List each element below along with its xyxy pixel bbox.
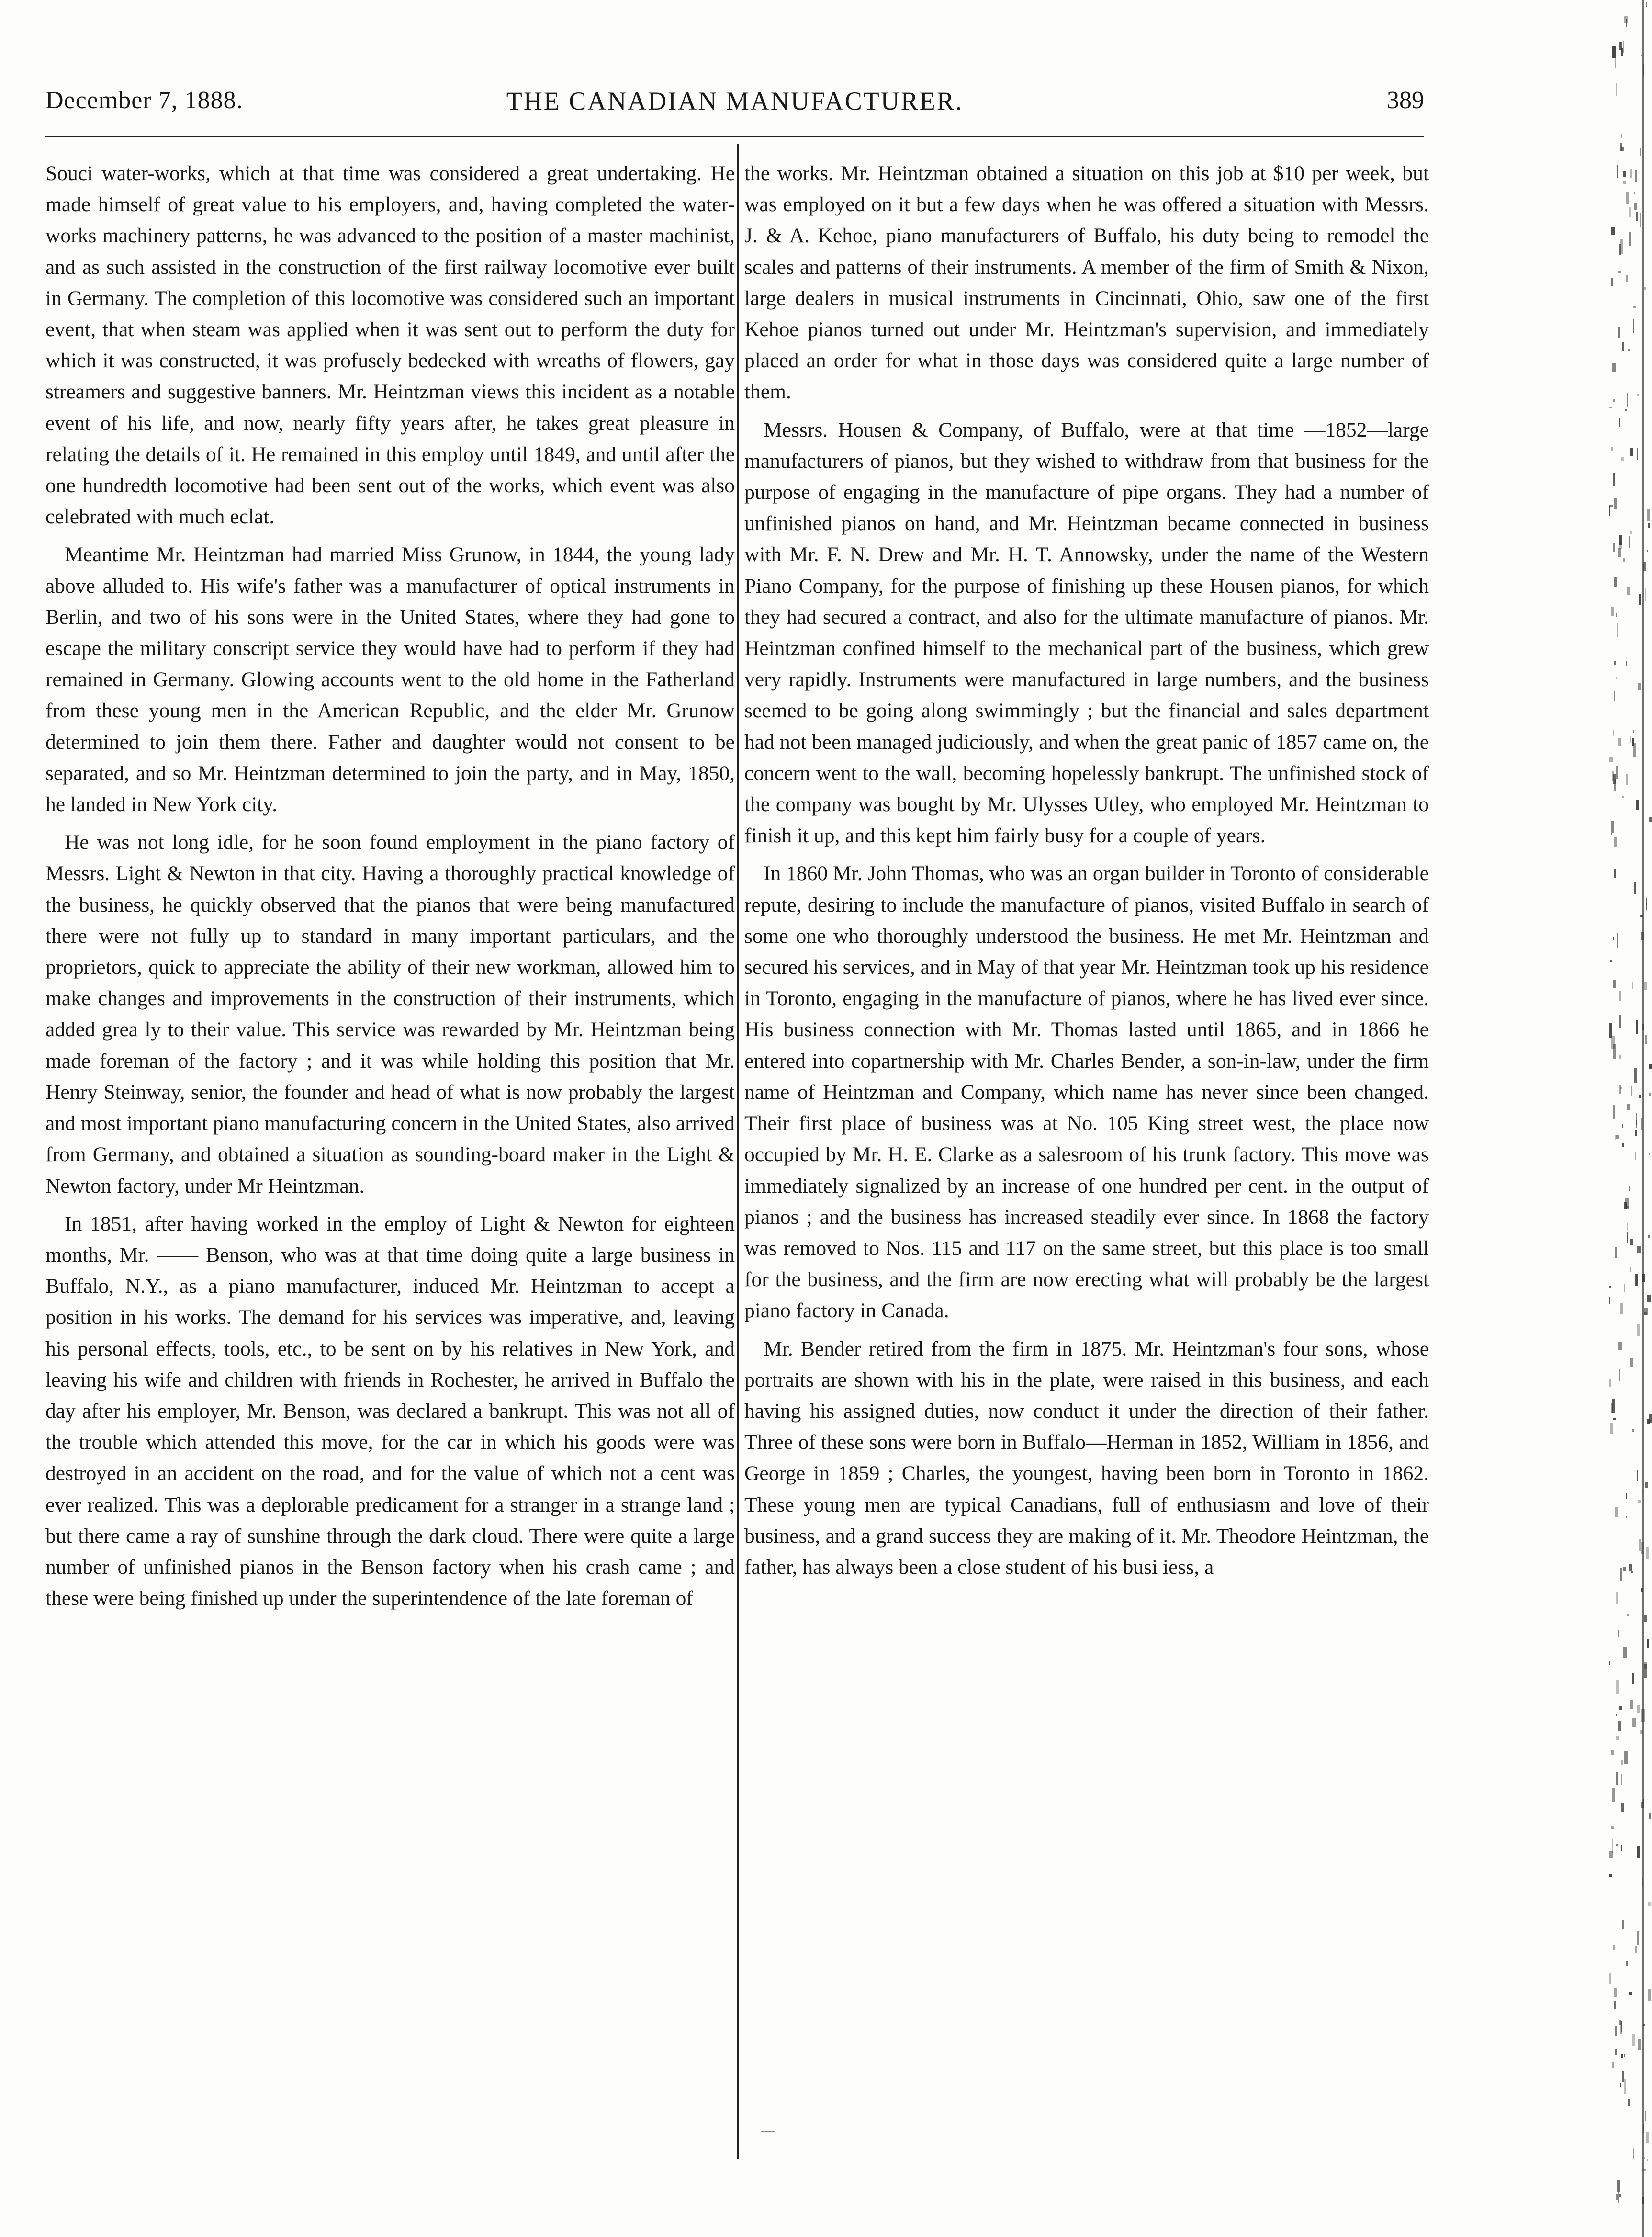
paragraph: Messrs. Housen & Company, of Buffalo, were at that time —1852—large manufacturers of pianos, but they wished to withdraw from that business for the purpose of engaging in the manufacture of pipe organs. They had a number of unfinished pianos on hand, and Mr. Heintzman became connected in business with Mr. F. N. Drew and Mr. H. T. Annowsky, under the name of the Western Piano Company, for the purpose of finishing up these Housen pianos, for which they had secured a contract, and also for the ultimate manufacture of pianos. Mr. Heintzman confined himself to the mechanical part of the business, which grew very rapidly. Instruments were manufactured in large numbers, and the business seemed to be going along swimmingly ; but the financial and sales department had not been managed judiciously, and when the great panic of 1857 came on, the concern went to the wall, becoming hopelessly bankrupt. The unfinished stock of the company was bought by Mr. Ulysses Utley, who employed Mr. Heintzman to finish it up, and this kept him fairly busy for a couple of years.: [744, 418, 1429, 847]
scan-speck: [1645, 1035, 1647, 1044]
scan-speck: [1622, 342, 1624, 351]
scan-speck: [1616, 766, 1618, 779]
scan-speck: [1644, 287, 1646, 290]
scan-speck: [1626, 1961, 1628, 1966]
scan-speck: [1614, 498, 1617, 509]
scan-speck: [1611, 447, 1613, 451]
scan-speck: [1610, 1423, 1613, 1434]
page-header: [45, 86, 1424, 120]
scan-speck: [1644, 1662, 1647, 1669]
scan-speck: [1626, 661, 1627, 666]
scan-speck: [1632, 1429, 1634, 1432]
scan-speck: [1620, 2083, 1621, 2087]
scan-speck: [1619, 244, 1621, 255]
scan-speck: [1630, 736, 1631, 743]
scan-speck: [1635, 170, 1637, 182]
paragraph: Mr. Bender retired from the firm in 1875. Mr. Heintzman's four sons, whose portraits are shown with his in the plate, were raised in this business, and each having his assigned duties, now conduct it under the direction of their father. Three of these sons were born in Buffalo—Herman in 1852, William in 1856, and George in 1859 ; Charles, the youngest, having been born in Toronto in 1862. These young men are typical Canadians, full of enthusiasm and love of their business, and a grand success they are making of it. Mr. Theodore Heintzman, the father, has always been a close student of his busi iess, a: [744, 1337, 1429, 1579]
scan-speck: [1627, 1104, 1630, 1110]
scan-speck: [1623, 1647, 1627, 1658]
paragraph: Souci water-works, which at that time was considered a great undertaking. He made himself of great value to his employers, and, having completed the water-works machinery patterns, he was advanced to the position of a master machinist, and as such assisted in the construction of the first railway locomotive ever built in Germany. The completion of this locomotive was considered such an important event, that when steam was applied when it was sent out to perform the duty for which it was constructed, it was profusely bedecked with wreaths of flowers, gay streamers and suggestive banners. Mr. Heintzman views this incident as a notable event of his life, and now, nearly fifty years after, he takes great pleasure in relating the details of it. He remained in this employ until 1849, and until after the one hundredth locomotive had been sent out of the works, which event was also celebrated with much eclat.: [45, 162, 735, 529]
scan-speck: [1613, 399, 1615, 402]
scan-speck: [1611, 833, 1612, 835]
scan-speck: [1611, 821, 1614, 833]
scan-speck: [1637, 1705, 1640, 1713]
scan-speck: [1634, 203, 1637, 210]
scan-speck: [1637, 1470, 1638, 1481]
scan-speck: [1616, 1680, 1619, 1694]
scan-speck: [1648, 523, 1650, 528]
scan-speck: [1613, 1418, 1616, 1420]
scan-speck: [1644, 1308, 1648, 1315]
issue-date: December 7, 1888.: [45, 87, 243, 114]
scan-speck: [1641, 55, 1642, 56]
scan-speck: [1619, 535, 1622, 545]
scan-speck: [1610, 960, 1612, 962]
scan-speck: [1623, 558, 1625, 562]
scan-speck: [1635, 1274, 1638, 1286]
scan-speck: [1626, 192, 1629, 204]
scan-speck: [1621, 134, 1622, 138]
scan-speck: [1609, 1286, 1611, 1288]
scan-speck: [1632, 982, 1633, 989]
scan-speck: [1645, 2111, 1646, 2121]
scan-speck: [1648, 1989, 1651, 2001]
scan-speck: [1624, 16, 1628, 23]
scan-speck: [1638, 683, 1641, 690]
scan-speck: [1646, 2, 1647, 7]
footer-mark: [761, 2131, 775, 2132]
scan-speck: [1640, 213, 1641, 227]
scan-speck: [1627, 1614, 1629, 1616]
scan-speck: [1636, 212, 1638, 221]
scan-speck: [1618, 2192, 1619, 2203]
scan-speck: [1623, 1567, 1626, 1571]
scan-speck: [1630, 1358, 1633, 1367]
scan-speck: [1618, 271, 1621, 273]
scan-speck: [1619, 1706, 1622, 1710]
scan-speck: [1644, 1615, 1647, 1622]
scan-speck: [1613, 473, 1615, 486]
scan-speck: [1609, 407, 1612, 408]
scan-speck: [1611, 1036, 1615, 1049]
scan-speck: [1648, 1902, 1651, 1906]
paragraph: In 1860 Mr. John Thomas, who was an organ builder in Toronto of considerable repute, desiring to include the manufacture of pianos, visited Buffalo in search of some one who thoroughly understood the business. He met Mr. Heintzman and secured his services, and in May of that year Mr. Heintzman took up his residence in Toronto, engaging in the manufacture of pianos, where he has lived ever since. His business connection with Mr. Thomas lasted until 1865, and in 1866 he entered into copartnership with Mr. Charles Bender, a son-in-law, under the firm name of Heintzman and Company, which name has never since been changed. Their first place of business was at No. 105 King street west, the place now occupied by Mr. H. E. Clarke as a salesroom of his trunk factory. This move was immediately signalized by an increase of one hundred per cent. in the output of pianos ; and the business has increased steadily ever since. In 1868 the factory was removed to Nos. 115 and 117 on the same street, but this place is too small for the business, and the firm are now erecting what will probably be the largest piano factory in Canada.: [744, 862, 1429, 1322]
scan-speck: [1609, 1851, 1613, 1858]
scan-speck: [1616, 1772, 1618, 1785]
scan-speck: [1621, 1774, 1622, 1785]
scan-speck: [1636, 800, 1639, 810]
scan-speck: [1621, 2054, 1623, 2058]
scan-speck: [1618, 1630, 1619, 1637]
left-column: [45, 158, 735, 1614]
scan-speck: [1619, 1055, 1621, 1059]
scan-speck: [1613, 730, 1614, 736]
scan-speck: [1647, 509, 1650, 521]
scan-speck: [1619, 991, 1621, 1001]
scan-speck: [1615, 1135, 1616, 1140]
paragraph: In 1851, after having worked in the employ of Light & Newton for eighteen months, Mr. —— Benson, who was at that time doing quite a large business in Buffalo, N.Y., as a piano manufacturer, induced Mr. Heintzman to accept a position in his works. The demand for his services was imperative, and, leaving his personal effects, tools, etc., to be sent on by his relatives in New York, and leaving his wife and children with friends in Rochester, he arrived in Buffalo the day after his employer, Mr. Benson, was declared a bankrupt. This was not all of the trouble which attended this move, for the car in which his goods were was destroyed in an accident on the road, and for the value of which not a cent was ever realized. This was a deplorable predicament for a stranger in a strange land ; but there came a ray of sunshine through the dark cloud. There were quite a large number of unfinished pianos in the Benson factory when his crash came ; and these were being finished up under the superintendence of the late foreman of: [45, 1212, 735, 1610]
scan-speck: [1616, 613, 1617, 617]
page-number: 389: [1387, 87, 1424, 114]
scan-speck: [1617, 623, 1618, 637]
scan-speck: [1616, 1736, 1619, 1740]
scan-speck: [1619, 2020, 1621, 2025]
scan-speck: [1630, 169, 1632, 178]
scan-speck: [1611, 227, 1615, 235]
scan-speck: [1618, 1721, 1621, 1731]
scan-speck: [1633, 319, 1634, 333]
scan-speck: [1647, 1639, 1649, 1648]
scan-speck: [1609, 1874, 1612, 1877]
scan-speck: [1626, 774, 1628, 785]
scan-edge-noise: [1595, 0, 1652, 2237]
scan-speck: [1621, 1760, 1623, 1765]
scan-speck: [1637, 1846, 1640, 1858]
scan-speck: [1624, 1284, 1625, 1292]
scan-speck: [1633, 306, 1636, 308]
scan-speck: [1618, 327, 1620, 338]
scan-speck: [1629, 1186, 1630, 1191]
scan-speck: [1609, 506, 1610, 516]
scan-speck: [1619, 42, 1622, 50]
scan-speck: [1628, 2099, 1630, 2106]
scan-speck: [1617, 165, 1618, 178]
scan-speck: [1616, 1844, 1618, 1846]
scan-speck: [1626, 1516, 1627, 1518]
scan-speck: [1627, 393, 1628, 407]
scan-speck: [1646, 898, 1647, 910]
scan-speck: [1619, 1085, 1621, 1094]
scan-speck: [1649, 1064, 1652, 1069]
scan-speck: [1628, 349, 1630, 351]
scan-speck: [1618, 738, 1621, 746]
scan-speck: [1616, 1714, 1617, 1716]
scan-speck: [1639, 594, 1641, 605]
scan-speck: [1614, 779, 1616, 791]
scan-speck: [1623, 171, 1626, 177]
scan-speck: [1632, 738, 1634, 746]
scan-speck: [1615, 2026, 1617, 2036]
scan-speck: [1629, 232, 1631, 246]
scan-speck: [1630, 448, 1633, 456]
scan-speck: [1613, 980, 1616, 988]
scan-speck: [1618, 1342, 1622, 1350]
scan-speck: [1623, 41, 1624, 53]
scan-speck: [1611, 278, 1613, 286]
scan-speck: [1612, 1399, 1615, 1413]
scan-speck: [1614, 869, 1616, 878]
scan-speck: [1614, 837, 1617, 847]
scan-speck: [1616, 677, 1617, 679]
scan-speck: [1648, 1235, 1650, 1238]
scan-speck: [1618, 548, 1621, 557]
scan-speck: [1637, 448, 1638, 460]
scan-speck: [1626, 1493, 1627, 1499]
scan-speck: [1630, 531, 1632, 534]
scan-speck: [1612, 1788, 1615, 1802]
scan-speck: [1613, 937, 1614, 940]
paragraph: He was not long idle, for he soon found employment in the piano factory of Messrs. Light & Newton in that city. Having a thoroughly practical knowledge of the business, he quickly observed that the pianos that were being manufactured there were not fully up to standard in many important particulars, and the proprietors, quick to appreciate the ability of their new workman, allowed him to make changes and improvements in the construction of their instruments, which added grea ly to their value. This service was rewarded by Mr. Heintzman being made foreman of the factory ; and it was while holding this position that Mr. Henry Steinway, senior, the founder and head of what is now probably the largest and most important piano manufacturing concern in the United States, also arrived from Germany, and obtained a situation as sounding-board maker in the Light & Newton factory, under Mr Heintzman.: [45, 831, 735, 1198]
scan-speck: [1619, 1015, 1621, 1028]
scan-speck: [1615, 58, 1616, 68]
publication-title: THE CANADIAN MANUFACTURER.: [506, 87, 964, 115]
scan-speck: [1621, 457, 1624, 461]
scan-speck: [1620, 1303, 1623, 1314]
scan-speck: [1638, 2039, 1641, 2050]
scan-edge-line: [1642, 0, 1644, 2237]
scan-speck: [1616, 1135, 1619, 1139]
scan-speck: [1617, 2180, 1620, 2192]
scan-speck: [1631, 1571, 1633, 1573]
scan-speck: [1639, 1539, 1641, 1551]
scan-speck: [1624, 2079, 1626, 2094]
scan-speck: [1629, 1992, 1632, 1995]
scan-speck: [1636, 1120, 1637, 1128]
scan-speck: [1614, 577, 1617, 587]
scan-speck: [1611, 1826, 1614, 1829]
scan-speck: [1612, 2062, 1614, 2068]
scan-speck: [1623, 181, 1626, 184]
scan-speck: [1630, 1700, 1633, 1709]
scan-speck: [1627, 1223, 1628, 1231]
scan-speck: [1614, 691, 1615, 701]
scan-speck: [1635, 1946, 1637, 1953]
scan-speck: [1632, 1673, 1634, 1684]
scan-speck: [1647, 2159, 1648, 2161]
scan-speck: [1622, 796, 1624, 798]
scan-speck: [1619, 1369, 1620, 1381]
scan-speck: [1612, 46, 1616, 58]
scan-speck: [1647, 1419, 1650, 1424]
scan-speck: [1611, 607, 1614, 616]
scan-speck: [1622, 1920, 1624, 1929]
scan-speck: [1614, 2001, 1616, 2009]
scan-speck: [1649, 1153, 1650, 1155]
scan-speck: [1625, 409, 1627, 411]
scan-speck: [1616, 1592, 1618, 1604]
scan-speck: [1629, 1564, 1632, 1571]
scan-speck: [1635, 1130, 1637, 1136]
scan-speck: [1644, 982, 1647, 990]
scan-speck: [1620, 143, 1622, 151]
scan-speck: [1646, 1547, 1649, 1559]
scan-speck: [1624, 2054, 1625, 2057]
column-divider: [737, 144, 739, 2159]
scan-speck: [1624, 1751, 1628, 1764]
scan-speck: [1644, 2157, 1645, 2159]
scan-speck: [1613, 1105, 1615, 1118]
scan-speck: [1630, 1239, 1633, 1245]
scan-speck: [1649, 1093, 1651, 1096]
scan-speck: [1616, 83, 1617, 96]
scan-speck: [1629, 207, 1631, 217]
scan-speck: [1609, 757, 1613, 762]
scan-speck: [1636, 1020, 1638, 1034]
scan-speck: [1613, 543, 1615, 552]
scan-speck: [1635, 1152, 1636, 1160]
scan-speck: [1637, 1246, 1641, 1253]
scan-speck: [1612, 363, 1616, 372]
scan-speck: [1619, 418, 1620, 427]
scan-speck: [1622, 1124, 1623, 1128]
header-rule: [45, 136, 1424, 137]
scan-speck: [1633, 2148, 1634, 2159]
scan-speck: [1609, 1379, 1611, 1387]
scan-speck: [1609, 1973, 1611, 1984]
scan-speck: [1630, 1267, 1631, 1272]
scan-speck: [1613, 1945, 1615, 1950]
scan-speck: [1634, 192, 1635, 194]
paragraph: Meantime Mr. Heintzman had married Miss Grunow, in 1844, the young lady above alluded to. His wife's father was a manufacturer of optical instruments in Berlin, and two of his sons were in the United States, where they had gone to escape the military conscript service they would have had to perform if they had remained in Germany. Glowing accounts went to the old home in the Fatherland from these young men in the American Republic, and the elder Mr. Grunow determined to join them there. Father and daughter would not consent to be separated, and so Mr. Heintzman determined to join the party, and in May, 1850, he landed in New York city.: [45, 543, 735, 816]
paragraph: the works. Mr. Heintzman obtained a situation on this job at $10 per week, but was employed on it but a few days when he was offered a situation with Messrs. J. & A. Kehoe, piano manufacturers of Buffalo, his duty being to remodel the scales and patterns of their instruments. A member of the firm of Smith & Nixon, large dealers in musical instruments in Cincinnati, Ohio, saw one of the first Kehoe pianos turned out under Mr. Heintzman's supervision, and immediately placed an order for what in those days was considered quite a large number of them.: [744, 162, 1429, 404]
scan-speck: [1609, 1661, 1610, 1665]
scan-speck: [1614, 661, 1616, 665]
scan-speck: [1631, 1086, 1632, 1096]
scan-speck: [1627, 1232, 1628, 1243]
scan-speck: [1646, 2132, 1649, 2143]
scan-speck: [1640, 148, 1641, 156]
scan-speck: [1614, 1988, 1617, 1997]
scan-speck: [1617, 933, 1618, 948]
scan-speck: [1629, 536, 1630, 548]
scan-speck: [1645, 1482, 1648, 1488]
scan-speck: [1649, 817, 1652, 822]
scan-speck: [1619, 2194, 1621, 2197]
scan-speck: [1637, 1931, 1639, 1945]
scan-speck: [1620, 1568, 1622, 1581]
scan-speck: [1639, 1095, 1641, 1098]
scan-speck: [1612, 771, 1614, 781]
scan-speck: [1637, 394, 1639, 396]
right-column: [744, 158, 1429, 1583]
scan-speck: [1649, 1813, 1651, 1819]
scan-speck: [1634, 1068, 1637, 1083]
scan-speck: [1615, 1247, 1617, 1258]
scan-speck: [1632, 1718, 1636, 1727]
scan-speck: [1626, 275, 1628, 282]
scan-speck: [1615, 2049, 1617, 2055]
scan-speck: [1615, 1507, 1618, 1517]
scan-speck: [1609, 1297, 1610, 1304]
scan-speck: [1634, 882, 1636, 894]
scan-speck: [1625, 1198, 1629, 1209]
scan-speck: [1647, 1295, 1651, 1302]
scan-speck: [1632, 2034, 1635, 2046]
scan-speck: [1637, 1324, 1640, 1336]
scan-speck: [1645, 588, 1646, 601]
scan-speck: [1621, 1845, 1622, 1851]
scan-speck: [1647, 550, 1648, 552]
scan-speck: [1622, 1143, 1624, 1147]
scan-speck: [1633, 730, 1634, 733]
scan-speck: [1621, 1803, 1624, 1812]
scan-speck: [1611, 1750, 1614, 1755]
scan-speck: [1638, 1500, 1641, 1503]
